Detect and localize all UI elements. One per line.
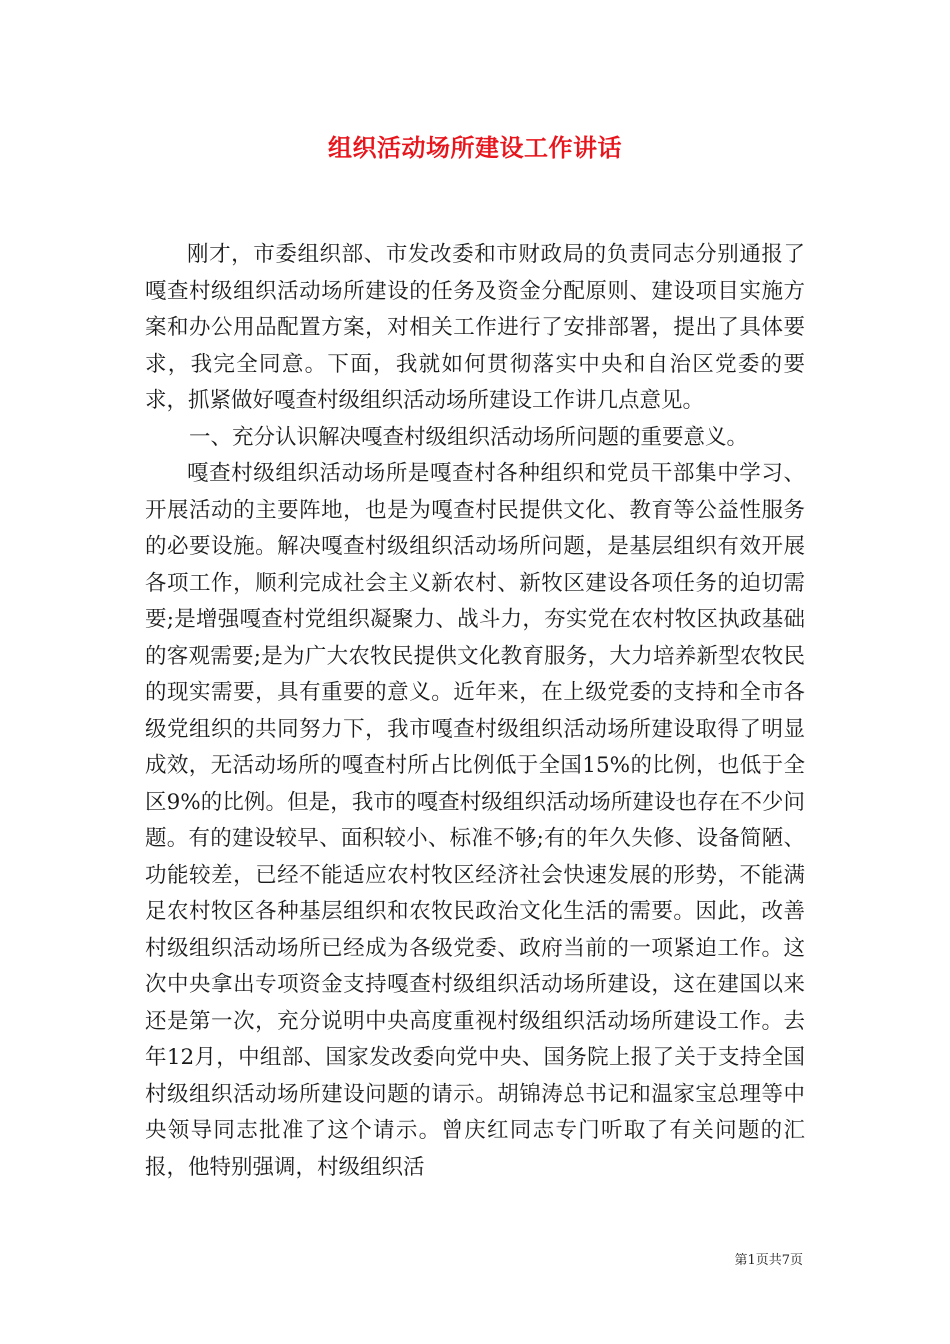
paragraph-intro: 刚才，市委组织部、市发改委和市财政局的负责同志分别通报了嘎查村级组织活动场所建设的任务及资金分配原则、建设项目实施方案和办公用品配置方案，对相关工作进行了安排部署，提出了具体要求，我完全同意。下面，我就如何贯彻落实中央和自治区党委的要求，抓紧做好嘎查村级组织活动场所建设工作讲几点意见。 <box>145 242 805 413</box>
document-title: 组织活动场所建设工作讲话 <box>328 133 622 162</box>
section-heading-1: 一、充分认识解决嘎查村级组织活动场所问题的重要意义。 <box>189 424 749 450</box>
page-number-footer: 第1页共7页 <box>734 1253 803 1268</box>
paragraph-section-1: 嘎查村级组织活动场所是嘎查村各种组织和党员干部集中学习、开展活动的主要阵地，也是为嘎查村民提供文化、教育等公益性服务的必要设施。解决嘎查村级组织活动场所问题，是基层组织有效开展各项工作，顺利完成社会主义新农村、新牧区建设各项任务的迫切需要;是增强嘎查村党组织凝聚力、战斗力，夯实党在农村牧区执政基础的客观需要;是为广大农牧民提供文化教育服务，大力培养新型农牧民的现实需要，具有重要的意义。近年来，在上级党委的支持和全市各级党组织的共同努力下，我市嘎查村级组织活动场所建设取得了明显成效，无活动场所的嘎查村所占比例低于全国15%的比例，也低于全区9%的比例。但是，我市的嘎查村级组织活动场所建设也存在不少问题。有的建设较早、面积较小、标准不够;有的年久失修、设备简陋、功能较差，已经不能适应农村牧区经济社会快速发展的形势，不能满足农村牧区各种基层组织和农牧民政治文化生活的需要。因此，改善村级组织活动场所已经成为各级党委、政府当前的一项紧迫工作。这次中央拿出专项资金支持嘎查村级组织活动场所建设，这在建国以来还是第一次，充分说明中央高度重视村级组织活动场所建设工作。去年12月，中组部、国家发改委向党中央、国务院上报了关于支持全国村级组织活动场所建设问题的请示。胡锦涛总书记和温家宝总理等中央领导同志批准了这个请示。曾庆红同志专门听取了有关问题的汇报，他特别强调，村级组织活 <box>145 461 805 1180</box>
document-body <box>145 237 805 1186</box>
